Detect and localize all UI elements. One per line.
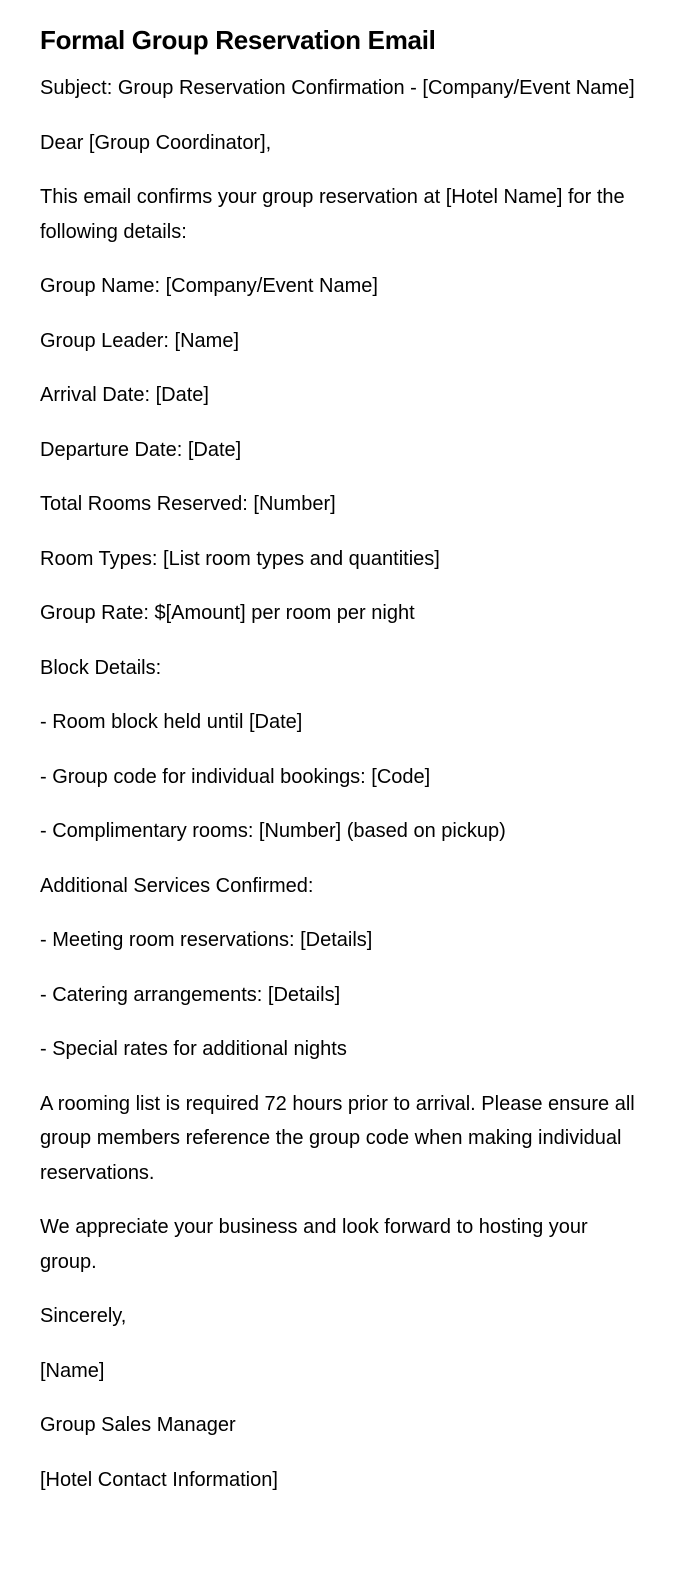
detail-room-types: Room Types: [List room types and quantities] bbox=[40, 547, 440, 570]
detail-total-rooms: Total Rooms Reserved: [Number] bbox=[40, 493, 336, 515]
service-item-catering: - Catering arrangements: [Details] bbox=[40, 983, 341, 1006]
block-details-heading: Block Details: bbox=[40, 656, 162, 679]
block-item-room-block: - Room block held until [Date] bbox=[40, 711, 303, 733]
email-greeting: Dear [Group Coordinator], bbox=[40, 131, 272, 154]
document-title: Formal Group Reservation Email bbox=[40, 25, 436, 55]
block-item-complimentary-rooms: - Complimentary rooms: [Number] (based on pickup) bbox=[40, 820, 506, 842]
signature-name: [Name] bbox=[40, 1359, 105, 1382]
email-intro: This email confirms your group reservation at [Hotel Name] for the following details: bbox=[40, 186, 625, 243]
block-item-group-code: - Group code for individual bookings: [Code] bbox=[40, 765, 431, 788]
detail-group-leader: Group Leader: [Name] bbox=[40, 329, 239, 352]
service-item-special-rates: - Special rates for additional nights bbox=[40, 1038, 347, 1060]
closing-salutation: Sincerely, bbox=[40, 1305, 127, 1327]
appreciation-text: We appreciate your business and look forward to hosting your group. bbox=[40, 1216, 588, 1273]
signature-contact: [Hotel Contact Information] bbox=[40, 1468, 278, 1491]
detail-departure-date: Departure Date: [Date] bbox=[40, 438, 242, 461]
detail-group-name: Group Name: [Company/Event Name] bbox=[40, 275, 378, 297]
detail-arrival-date: Arrival Date: [Date] bbox=[40, 384, 209, 406]
email-subject: Subject: Group Reservation Confirmation - [Company/Event Name] bbox=[40, 77, 635, 99]
services-heading: Additional Services Confirmed: bbox=[40, 874, 314, 897]
service-item-meeting-rooms: - Meeting room reservations: [Details] bbox=[40, 929, 373, 951]
signature-title: Group Sales Manager bbox=[40, 1414, 236, 1436]
rooming-list-note: A rooming list is required 72 hours prior to arrival. Please ensure all group members reference the group code when making individual reservations. bbox=[40, 1092, 635, 1184]
detail-group-rate: Group Rate: $[Amount] per room per night bbox=[40, 602, 415, 624]
